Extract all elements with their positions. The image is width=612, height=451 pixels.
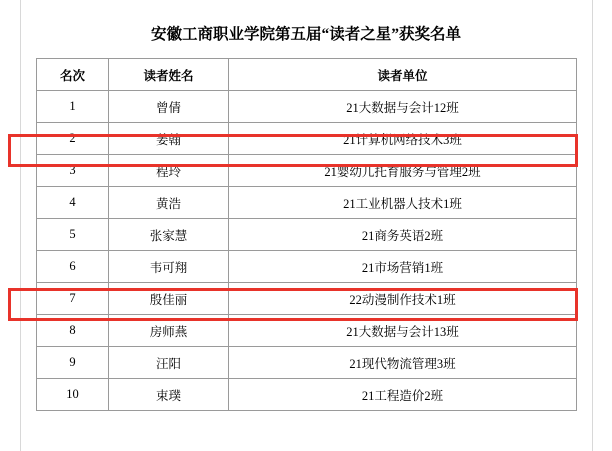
- cell-rank: 7: [37, 283, 109, 315]
- cell-rank: 2: [37, 123, 109, 155]
- cell-unit: 21大数据与会计12班: [229, 91, 577, 123]
- cell-name: 曾倩: [109, 91, 229, 123]
- table-row: [37, 187, 577, 219]
- cell-rank: 10: [37, 379, 109, 411]
- cell-name: 殷佳丽: [109, 283, 229, 315]
- cell-rank: 4: [37, 187, 109, 219]
- cell-name: 韦可翔: [109, 251, 229, 283]
- page-title: 安徽工商职业学院第五届“读者之星”获奖名单: [150, 26, 461, 43]
- column-header-name: 读者姓名: [109, 59, 229, 91]
- cell-rank: 8: [37, 315, 109, 347]
- award-table: [36, 58, 577, 411]
- cell-rank: 5: [37, 219, 109, 251]
- cell-unit: 21工程造价2班: [229, 379, 577, 411]
- table-row: [37, 123, 577, 155]
- cell-name: 束璞: [109, 379, 229, 411]
- cell-unit: 21计算机网络技术3班: [229, 123, 577, 155]
- cell-unit: 21市场营销1班: [229, 251, 577, 283]
- column-header-unit: 读者单位: [229, 59, 577, 91]
- column-header-rank: 名次: [37, 59, 109, 91]
- table-row: [37, 379, 577, 411]
- page-edge-right: [592, 0, 593, 451]
- cell-rank: 1: [37, 91, 109, 123]
- cell-unit: 22动漫制作技术1班: [229, 283, 577, 315]
- page-edge-left: [20, 0, 21, 451]
- cell-rank: 3: [37, 155, 109, 187]
- cell-rank: 9: [37, 347, 109, 379]
- award-table-container: [36, 58, 576, 411]
- cell-name: 程玲: [109, 155, 229, 187]
- cell-unit: 21商务英语2班: [229, 219, 577, 251]
- table-row: [37, 347, 577, 379]
- table-row: [37, 219, 577, 251]
- table-row: [37, 91, 577, 123]
- table-header-row: [37, 59, 577, 91]
- cell-name: 房师燕: [109, 315, 229, 347]
- table-row: [37, 251, 577, 283]
- cell-name: 汪阳: [109, 347, 229, 379]
- cell-name: 黄浩: [109, 187, 229, 219]
- table-row: [37, 155, 577, 187]
- cell-unit: 21工业机器人技术1班: [229, 187, 577, 219]
- cell-name: 姜翰: [109, 123, 229, 155]
- cell-unit: 21大数据与会计13班: [229, 315, 577, 347]
- cell-rank: 6: [37, 251, 109, 283]
- cell-name: 张家慧: [109, 219, 229, 251]
- cell-unit: 21现代物流管理3班: [229, 347, 577, 379]
- table-row: [37, 315, 577, 347]
- cell-unit: 21婴幼儿托育服务与管理2班: [229, 155, 577, 187]
- table-row: [37, 283, 577, 315]
